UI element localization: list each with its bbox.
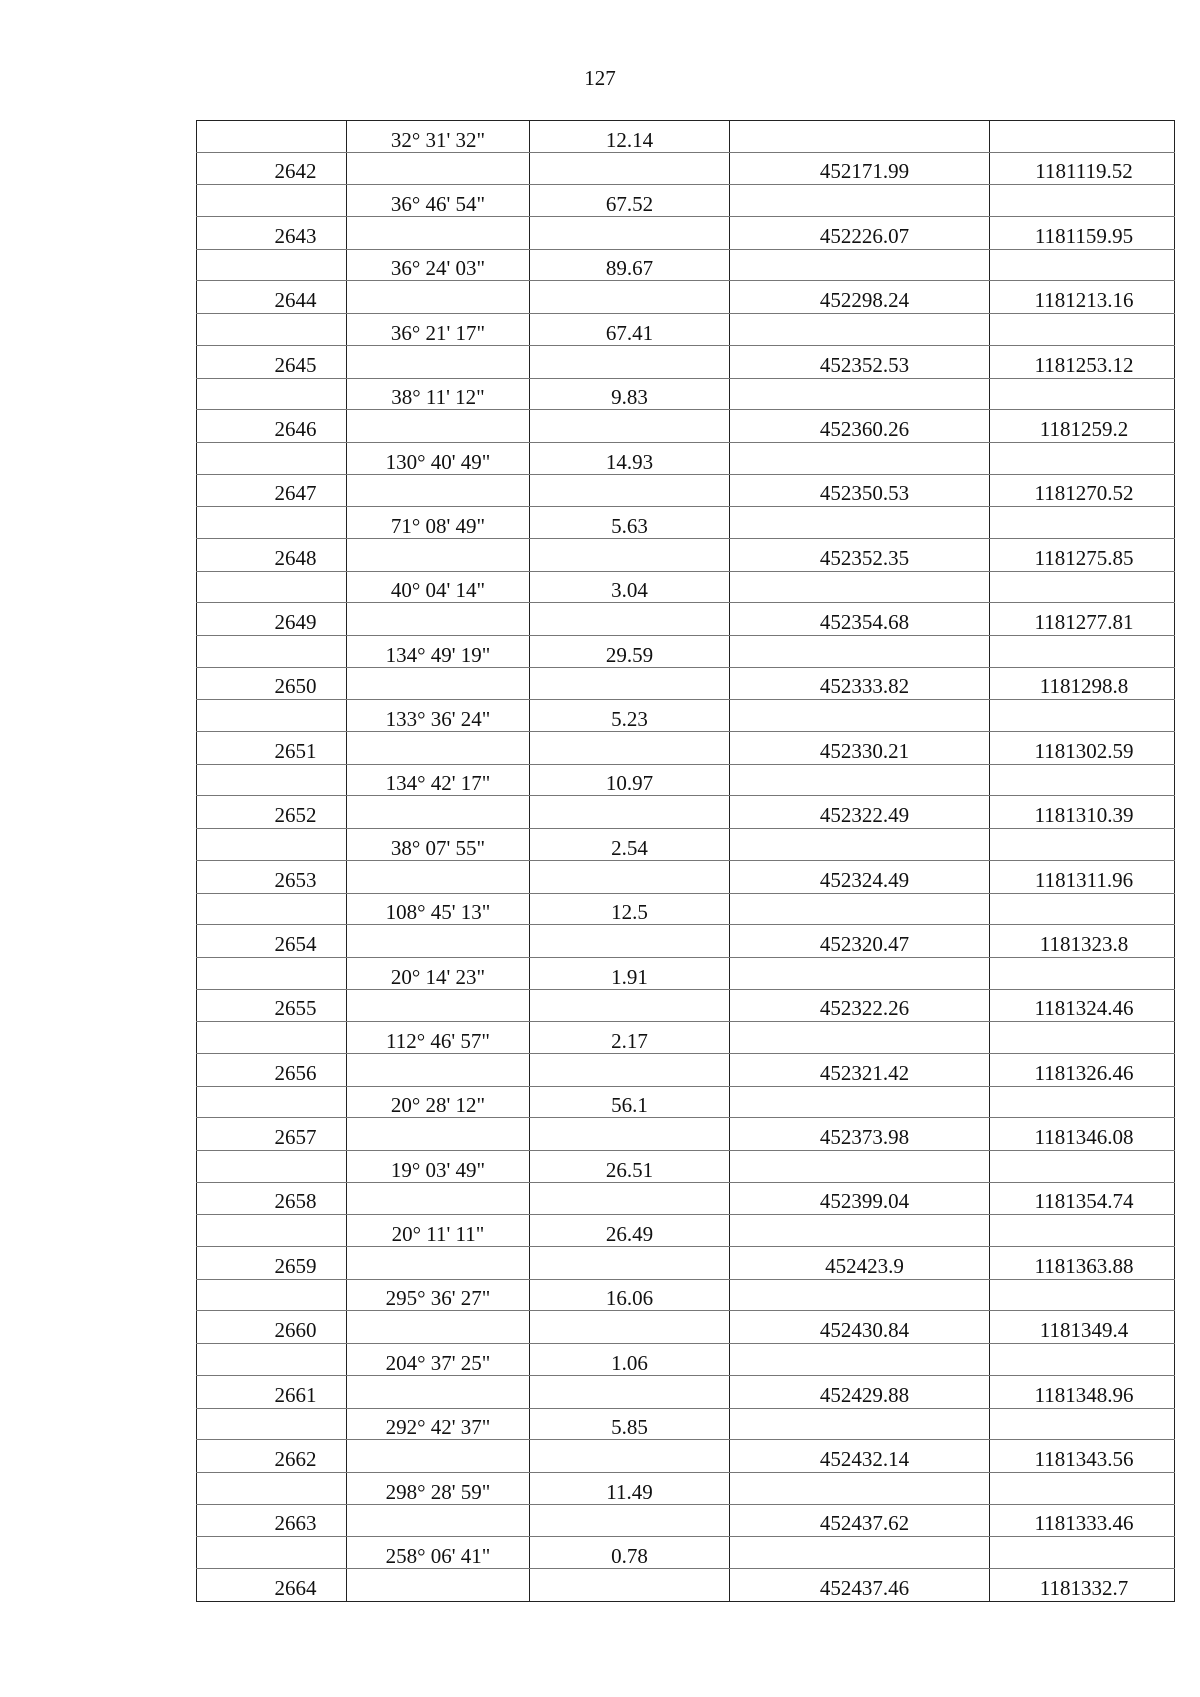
x-coordinate-cell xyxy=(730,378,990,410)
y-coordinate-cell xyxy=(990,1151,1175,1183)
angle-cell xyxy=(347,152,530,185)
angle-cell: 19° 03' 49" xyxy=(347,1151,530,1183)
angle-cell xyxy=(347,474,530,507)
x-coordinate-cell xyxy=(730,1472,990,1504)
point-id-cell: 2657 xyxy=(197,1118,347,1151)
angle-cell: 40° 04' 14" xyxy=(347,571,530,603)
coordinate-table xyxy=(196,120,1175,1602)
angle-cell: 204° 37' 25" xyxy=(347,1344,530,1376)
point-row xyxy=(197,796,1175,829)
angle-cell: 133° 36' 24" xyxy=(347,700,530,732)
x-coordinate-cell xyxy=(730,1022,990,1054)
angle-cell: 36° 21' 17" xyxy=(347,314,530,346)
point-row xyxy=(197,152,1175,185)
leg-row xyxy=(197,957,1175,989)
x-coordinate-cell xyxy=(730,893,990,925)
x-coordinate-cell xyxy=(730,507,990,539)
point-row xyxy=(197,732,1175,765)
distance-cell xyxy=(530,1440,730,1473)
distance-cell xyxy=(530,217,730,250)
y-coordinate-cell xyxy=(990,1215,1175,1247)
point-id-cell: 2655 xyxy=(197,989,347,1022)
y-coordinate-cell xyxy=(990,442,1175,474)
x-coordinate-cell: 452437.62 xyxy=(730,1504,990,1537)
angle-cell xyxy=(347,925,530,958)
x-coordinate-cell xyxy=(730,249,990,281)
leg-row xyxy=(197,1472,1175,1504)
x-coordinate-cell xyxy=(730,571,990,603)
y-coordinate-cell: 1181343.56 xyxy=(990,1440,1175,1473)
y-coordinate-cell: 1181213.16 xyxy=(990,281,1175,314)
point-row xyxy=(197,474,1175,507)
x-coordinate-cell: 452423.9 xyxy=(730,1247,990,1280)
angle-cell: 130° 40' 49" xyxy=(347,442,530,474)
point-row xyxy=(197,1568,1175,1601)
x-coordinate-cell: 452437.46 xyxy=(730,1568,990,1601)
x-coordinate-cell: 452298.24 xyxy=(730,281,990,314)
angle-cell: 38° 07' 55" xyxy=(347,829,530,861)
distance-cell xyxy=(530,474,730,507)
angle-cell: 20° 14' 23" xyxy=(347,957,530,989)
point-id-cell xyxy=(197,764,347,796)
distance-cell: 16.06 xyxy=(530,1279,730,1311)
point-id-cell xyxy=(197,185,347,217)
leg-row xyxy=(197,507,1175,539)
x-coordinate-cell xyxy=(730,1151,990,1183)
angle-cell xyxy=(347,410,530,443)
distance-cell xyxy=(530,1568,730,1601)
point-id-cell xyxy=(197,1215,347,1247)
point-id-cell: 2646 xyxy=(197,410,347,443)
point-id-cell xyxy=(197,121,347,153)
angle-cell xyxy=(347,217,530,250)
angle-cell xyxy=(347,1311,530,1344)
point-id-cell xyxy=(197,1279,347,1311)
point-id-cell: 2650 xyxy=(197,667,347,700)
angle-cell: 298° 28' 59" xyxy=(347,1472,530,1504)
point-id-cell: 2647 xyxy=(197,474,347,507)
point-row xyxy=(197,1118,1175,1151)
x-coordinate-cell: 452432.14 xyxy=(730,1440,990,1473)
y-coordinate-cell: 1181324.46 xyxy=(990,989,1175,1022)
x-coordinate-cell xyxy=(730,1408,990,1440)
angle-cell: 32° 31' 32" xyxy=(347,121,530,153)
x-coordinate-cell: 452352.35 xyxy=(730,538,990,571)
y-coordinate-cell: 1181119.52 xyxy=(990,152,1175,185)
angle-cell xyxy=(347,281,530,314)
x-coordinate-cell: 452373.98 xyxy=(730,1118,990,1151)
x-coordinate-cell: 452320.47 xyxy=(730,925,990,958)
distance-cell: 26.49 xyxy=(530,1215,730,1247)
y-coordinate-cell xyxy=(990,1022,1175,1054)
leg-row xyxy=(197,1151,1175,1183)
x-coordinate-cell xyxy=(730,314,990,346)
distance-cell xyxy=(530,1504,730,1537)
x-coordinate-cell xyxy=(730,1215,990,1247)
y-coordinate-cell xyxy=(990,1472,1175,1504)
x-coordinate-cell: 452324.49 xyxy=(730,860,990,893)
point-id-cell xyxy=(197,1472,347,1504)
point-id-cell xyxy=(197,1151,347,1183)
leg-row xyxy=(197,1022,1175,1054)
distance-cell: 56.1 xyxy=(530,1086,730,1118)
distance-cell: 26.51 xyxy=(530,1151,730,1183)
y-coordinate-cell xyxy=(990,829,1175,861)
point-id-cell: 2662 xyxy=(197,1440,347,1473)
leg-row xyxy=(197,1215,1175,1247)
point-id-cell: 2653 xyxy=(197,860,347,893)
y-coordinate-cell xyxy=(990,571,1175,603)
x-coordinate-cell xyxy=(730,1537,990,1569)
x-coordinate-cell xyxy=(730,121,990,153)
distance-cell xyxy=(530,1182,730,1215)
distance-cell xyxy=(530,1118,730,1151)
distance-cell xyxy=(530,925,730,958)
x-coordinate-cell xyxy=(730,957,990,989)
y-coordinate-cell: 1181277.81 xyxy=(990,603,1175,636)
coordinate-table-body xyxy=(197,121,1175,1602)
leg-row xyxy=(197,829,1175,861)
x-coordinate-cell: 452171.99 xyxy=(730,152,990,185)
angle-cell xyxy=(347,1182,530,1215)
distance-cell xyxy=(530,1247,730,1280)
y-coordinate-cell xyxy=(990,121,1175,153)
y-coordinate-cell: 1181333.46 xyxy=(990,1504,1175,1537)
angle-cell: 108° 45' 13" xyxy=(347,893,530,925)
x-coordinate-cell: 452430.84 xyxy=(730,1311,990,1344)
point-id-cell: 2654 xyxy=(197,925,347,958)
y-coordinate-cell xyxy=(990,700,1175,732)
y-coordinate-cell: 1181311.96 xyxy=(990,860,1175,893)
point-row xyxy=(197,1504,1175,1537)
angle-cell xyxy=(347,1504,530,1537)
x-coordinate-cell xyxy=(730,442,990,474)
point-id-cell xyxy=(197,378,347,410)
point-row xyxy=(197,281,1175,314)
angle-cell xyxy=(347,345,530,378)
x-coordinate-cell: 452360.26 xyxy=(730,410,990,443)
y-coordinate-cell xyxy=(990,507,1175,539)
point-id-cell: 2648 xyxy=(197,538,347,571)
x-coordinate-cell: 452322.26 xyxy=(730,989,990,1022)
distance-cell xyxy=(530,1053,730,1086)
point-id-cell xyxy=(197,442,347,474)
distance-cell: 0.78 xyxy=(530,1537,730,1569)
y-coordinate-cell xyxy=(990,764,1175,796)
distance-cell: 5.85 xyxy=(530,1408,730,1440)
y-coordinate-cell: 1181298.8 xyxy=(990,667,1175,700)
point-id-cell xyxy=(197,571,347,603)
point-id-cell: 2660 xyxy=(197,1311,347,1344)
point-id-cell: 2651 xyxy=(197,732,347,765)
leg-row xyxy=(197,764,1175,796)
leg-row xyxy=(197,636,1175,668)
distance-cell: 9.83 xyxy=(530,378,730,410)
point-id-cell: 2663 xyxy=(197,1504,347,1537)
distance-cell: 1.91 xyxy=(530,957,730,989)
leg-row xyxy=(197,1537,1175,1569)
angle-cell: 38° 11' 12" xyxy=(347,378,530,410)
x-coordinate-cell: 452399.04 xyxy=(730,1182,990,1215)
distance-cell xyxy=(530,410,730,443)
distance-cell xyxy=(530,345,730,378)
angle-cell: 71° 08' 49" xyxy=(347,507,530,539)
distance-cell: 67.52 xyxy=(530,185,730,217)
leg-row xyxy=(197,1408,1175,1440)
angle-cell xyxy=(347,1247,530,1280)
leg-row xyxy=(197,1279,1175,1311)
point-id-cell xyxy=(197,249,347,281)
y-coordinate-cell xyxy=(990,957,1175,989)
leg-row xyxy=(197,571,1175,603)
point-row xyxy=(197,217,1175,250)
x-coordinate-cell xyxy=(730,700,990,732)
y-coordinate-cell: 1181259.2 xyxy=(990,410,1175,443)
leg-row xyxy=(197,378,1175,410)
y-coordinate-cell: 1181326.46 xyxy=(990,1053,1175,1086)
x-coordinate-cell: 452322.49 xyxy=(730,796,990,829)
x-coordinate-cell xyxy=(730,1086,990,1118)
distance-cell xyxy=(530,1375,730,1408)
angle-cell xyxy=(347,989,530,1022)
distance-cell xyxy=(530,152,730,185)
distance-cell xyxy=(530,1311,730,1344)
y-coordinate-cell xyxy=(990,378,1175,410)
point-id-cell xyxy=(197,893,347,925)
y-coordinate-cell: 1181348.96 xyxy=(990,1375,1175,1408)
distance-cell xyxy=(530,667,730,700)
angle-cell xyxy=(347,860,530,893)
leg-row xyxy=(197,185,1175,217)
distance-cell: 12.14 xyxy=(530,121,730,153)
x-coordinate-cell xyxy=(730,1344,990,1376)
point-id-cell: 2642 xyxy=(197,152,347,185)
angle-cell: 134° 49' 19" xyxy=(347,636,530,668)
point-id-cell: 2658 xyxy=(197,1182,347,1215)
y-coordinate-cell xyxy=(990,185,1175,217)
x-coordinate-cell: 452354.68 xyxy=(730,603,990,636)
point-id-cell: 2643 xyxy=(197,217,347,250)
y-coordinate-cell xyxy=(990,1344,1175,1376)
y-coordinate-cell: 1181346.08 xyxy=(990,1118,1175,1151)
distance-cell: 5.23 xyxy=(530,700,730,732)
point-row xyxy=(197,1375,1175,1408)
angle-cell xyxy=(347,1053,530,1086)
y-coordinate-cell xyxy=(990,1537,1175,1569)
distance-cell: 3.04 xyxy=(530,571,730,603)
leg-row xyxy=(197,249,1175,281)
y-coordinate-cell xyxy=(990,314,1175,346)
point-row xyxy=(197,1440,1175,1473)
y-coordinate-cell xyxy=(990,1408,1175,1440)
point-id-cell: 2659 xyxy=(197,1247,347,1280)
point-id-cell xyxy=(197,314,347,346)
angle-cell xyxy=(347,667,530,700)
y-coordinate-cell xyxy=(990,893,1175,925)
point-id-cell: 2664 xyxy=(197,1568,347,1601)
leg-row xyxy=(197,314,1175,346)
x-coordinate-cell: 452333.82 xyxy=(730,667,990,700)
leg-row xyxy=(197,700,1175,732)
x-coordinate-cell: 452330.21 xyxy=(730,732,990,765)
page-number: 127 xyxy=(584,66,616,90)
point-id-cell xyxy=(197,1344,347,1376)
angle-cell: 20° 28' 12" xyxy=(347,1086,530,1118)
angle-cell: 20° 11' 11" xyxy=(347,1215,530,1247)
leg-row xyxy=(197,442,1175,474)
y-coordinate-cell xyxy=(990,249,1175,281)
x-coordinate-cell: 452226.07 xyxy=(730,217,990,250)
y-coordinate-cell: 1181354.74 xyxy=(990,1182,1175,1215)
distance-cell: 67.41 xyxy=(530,314,730,346)
angle-cell: 36° 24' 03" xyxy=(347,249,530,281)
point-row xyxy=(197,1053,1175,1086)
distance-cell: 29.59 xyxy=(530,636,730,668)
point-id-cell xyxy=(197,1086,347,1118)
y-coordinate-cell xyxy=(990,1086,1175,1118)
angle-cell xyxy=(347,1440,530,1473)
y-coordinate-cell: 1181332.7 xyxy=(990,1568,1175,1601)
x-coordinate-cell xyxy=(730,829,990,861)
point-id-cell xyxy=(197,636,347,668)
distance-cell: 5.63 xyxy=(530,507,730,539)
point-id-cell: 2649 xyxy=(197,603,347,636)
distance-cell: 2.17 xyxy=(530,1022,730,1054)
angle-cell xyxy=(347,732,530,765)
angle-cell: 36° 46' 54" xyxy=(347,185,530,217)
angle-cell: 258° 06' 41" xyxy=(347,1537,530,1569)
leg-row xyxy=(197,1086,1175,1118)
y-coordinate-cell: 1181302.59 xyxy=(990,732,1175,765)
point-id-cell xyxy=(197,829,347,861)
point-id-cell xyxy=(197,700,347,732)
point-row xyxy=(197,1182,1175,1215)
distance-cell: 11.49 xyxy=(530,1472,730,1504)
point-row xyxy=(197,860,1175,893)
distance-cell xyxy=(530,796,730,829)
point-row xyxy=(197,1311,1175,1344)
y-coordinate-cell: 1181253.12 xyxy=(990,345,1175,378)
leg-row xyxy=(197,121,1175,153)
x-coordinate-cell: 452429.88 xyxy=(730,1375,990,1408)
distance-cell: 2.54 xyxy=(530,829,730,861)
point-row xyxy=(197,989,1175,1022)
distance-cell xyxy=(530,538,730,571)
point-row xyxy=(197,925,1175,958)
point-row xyxy=(197,603,1175,636)
point-id-cell: 2652 xyxy=(197,796,347,829)
angle-cell xyxy=(347,603,530,636)
y-coordinate-cell: 1181159.95 xyxy=(990,217,1175,250)
distance-cell xyxy=(530,732,730,765)
point-row xyxy=(197,1247,1175,1280)
y-coordinate-cell xyxy=(990,636,1175,668)
angle-cell xyxy=(347,1375,530,1408)
point-id-cell: 2661 xyxy=(197,1375,347,1408)
distance-cell: 89.67 xyxy=(530,249,730,281)
point-id-cell xyxy=(197,1408,347,1440)
x-coordinate-cell: 452321.42 xyxy=(730,1053,990,1086)
angle-cell: 112° 46' 57" xyxy=(347,1022,530,1054)
y-coordinate-cell: 1181323.8 xyxy=(990,925,1175,958)
point-id-cell xyxy=(197,1537,347,1569)
y-coordinate-cell: 1181275.85 xyxy=(990,538,1175,571)
leg-row xyxy=(197,893,1175,925)
angle-cell xyxy=(347,1118,530,1151)
angle-cell: 134° 42' 17" xyxy=(347,764,530,796)
point-row xyxy=(197,538,1175,571)
y-coordinate-cell: 1181310.39 xyxy=(990,796,1175,829)
x-coordinate-cell xyxy=(730,185,990,217)
point-id-cell: 2644 xyxy=(197,281,347,314)
y-coordinate-cell: 1181363.88 xyxy=(990,1247,1175,1280)
x-coordinate-cell xyxy=(730,1279,990,1311)
distance-cell: 14.93 xyxy=(530,442,730,474)
point-id-cell: 2645 xyxy=(197,345,347,378)
point-id-cell xyxy=(197,507,347,539)
angle-cell: 295° 36' 27" xyxy=(347,1279,530,1311)
point-row xyxy=(197,410,1175,443)
angle-cell xyxy=(347,796,530,829)
distance-cell: 1.06 xyxy=(530,1344,730,1376)
angle-cell: 292° 42' 37" xyxy=(347,1408,530,1440)
angle-cell xyxy=(347,538,530,571)
x-coordinate-cell: 452350.53 xyxy=(730,474,990,507)
x-coordinate-cell: 452352.53 xyxy=(730,345,990,378)
point-id-cell: 2656 xyxy=(197,1053,347,1086)
distance-cell xyxy=(530,603,730,636)
distance-cell xyxy=(530,860,730,893)
point-row xyxy=(197,667,1175,700)
distance-cell xyxy=(530,281,730,314)
point-id-cell xyxy=(197,1022,347,1054)
leg-row xyxy=(197,1344,1175,1376)
distance-cell: 12.5 xyxy=(530,893,730,925)
distance-cell: 10.97 xyxy=(530,764,730,796)
x-coordinate-cell xyxy=(730,764,990,796)
point-row xyxy=(197,345,1175,378)
distance-cell xyxy=(530,989,730,1022)
y-coordinate-cell: 1181349.4 xyxy=(990,1311,1175,1344)
point-id-cell xyxy=(197,957,347,989)
y-coordinate-cell xyxy=(990,1279,1175,1311)
y-coordinate-cell: 1181270.52 xyxy=(990,474,1175,507)
angle-cell xyxy=(347,1568,530,1601)
x-coordinate-cell xyxy=(730,636,990,668)
